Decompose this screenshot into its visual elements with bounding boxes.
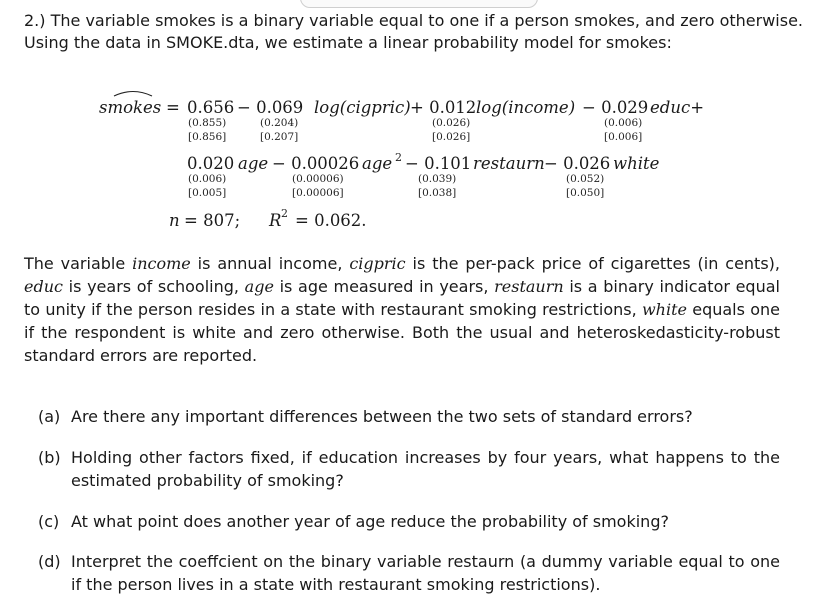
var-age: age	[238, 154, 269, 173]
coef-age: 0.020	[187, 154, 235, 173]
robust-se-log-income: [0.026]	[432, 131, 471, 143]
desc-var-income: income	[132, 254, 191, 273]
se-age-squared: (0.00006)	[292, 173, 344, 185]
hat-accent	[113, 88, 153, 98]
robust-se-educ: [0.006]	[604, 131, 643, 143]
desc-var-restaurn: restaurn	[494, 277, 564, 296]
desc-var-cigpric: cigpric	[349, 254, 406, 273]
equals-sign: =	[166, 98, 180, 117]
se-log-income: (0.026)	[432, 117, 471, 129]
desc-text: equals one if the respondent is white and zero otherwise. Both the usual and heteroskedasticity-robust standard errors are reported.	[24, 300, 781, 365]
desc-text: is the per-pack price of cigarettes (in cents),	[405, 254, 780, 273]
var-log-cigpric: log(cigpric)	[314, 98, 411, 117]
coef-age-squared: − 0.00026	[272, 154, 360, 173]
desc-text: is age measured in years,	[273, 277, 495, 296]
robust-se-white: [0.050]	[566, 187, 605, 199]
question-b	[38, 446, 780, 492]
question-text: Interpret the coeffcient on the binary variable restaurn (a dummy variable equal to one if the person lives in a state with restaurant smoking restrictions).	[71, 552, 780, 594]
se-educ: (0.006)	[604, 117, 643, 129]
robust-se-intercept: [0.856]	[188, 131, 227, 143]
coef-educ: − 0.029	[582, 98, 649, 117]
coef-log-income: + 0.012	[410, 98, 477, 117]
problem-intro-line-1: 2.) The variable smokes is a binary variable equal to one if a person smokes, and zero otherwise.	[24, 11, 803, 30]
robust-se-log-cigpric: [0.207]	[260, 131, 299, 143]
question-label: (c)	[38, 512, 60, 531]
coef-log-cigpric: − 0.069	[237, 98, 304, 117]
var-restaurn: restaurn	[473, 154, 545, 173]
se-restaurn: (0.039)	[418, 173, 457, 185]
question-label: (a)	[38, 407, 61, 426]
desc-text: The variable	[24, 254, 133, 273]
r-squared-value: = 0.062.	[295, 211, 367, 230]
r-squared-label: R	[269, 211, 282, 230]
question-text: At what point does another year of age reduce the probability of smoking?	[71, 512, 669, 531]
question-text: Are there any important differences between the two sets of standard errors?	[71, 407, 693, 426]
desc-var-age: age	[244, 277, 274, 296]
desc-var-educ: educ	[24, 277, 63, 296]
desc-text: is a binary indicator equal to unity if the person resides in a state with restaurant smoking restrictions,	[24, 277, 780, 319]
question-label: (b)	[38, 448, 61, 467]
se-log-cigpric: (0.204)	[260, 117, 299, 129]
robust-se-restaurn: [0.038]	[418, 187, 457, 199]
desc-text: is years of schooling,	[62, 277, 245, 296]
robust-se-age-squared: [0.00006]	[292, 187, 344, 199]
sample-size-value: = 807;	[184, 211, 241, 230]
r-squared-exponent: 2	[281, 207, 288, 220]
se-age: (0.006)	[188, 173, 227, 185]
question-c	[38, 510, 780, 533]
question-text: Holding other factors fixed, if education increases by four years, what happens to the estimated probability of smoking?	[71, 448, 780, 490]
variable-description-paragraph	[24, 252, 780, 367]
var-log-income: log(income)	[476, 98, 576, 117]
age-squared-exponent: 2	[395, 151, 402, 164]
sample-size-label: n	[169, 211, 180, 230]
desc-text: is annual income,	[190, 254, 350, 273]
top-overlay-tab	[300, 0, 538, 8]
question-a	[38, 405, 780, 428]
dependent-variable: smokes	[99, 98, 162, 117]
var-white: white	[613, 154, 660, 173]
se-white: (0.052)	[566, 173, 605, 185]
robust-se-age: [0.005]	[188, 187, 227, 199]
desc-var-white: white	[641, 300, 687, 319]
se-intercept: (0.855)	[188, 117, 227, 129]
var-educ: educ+	[650, 98, 705, 117]
coef-white: − 0.026	[544, 154, 611, 173]
var-age-squared: age	[362, 154, 393, 173]
question-label: (d)	[38, 552, 61, 571]
question-d	[38, 550, 780, 596]
problem-intro-line-2: Using the data in SMOKE.dta, we estimate a linear probability model for smokes:	[24, 33, 672, 52]
coef-restaurn: − 0.101	[405, 154, 472, 173]
coef-intercept: 0.656	[187, 98, 235, 117]
